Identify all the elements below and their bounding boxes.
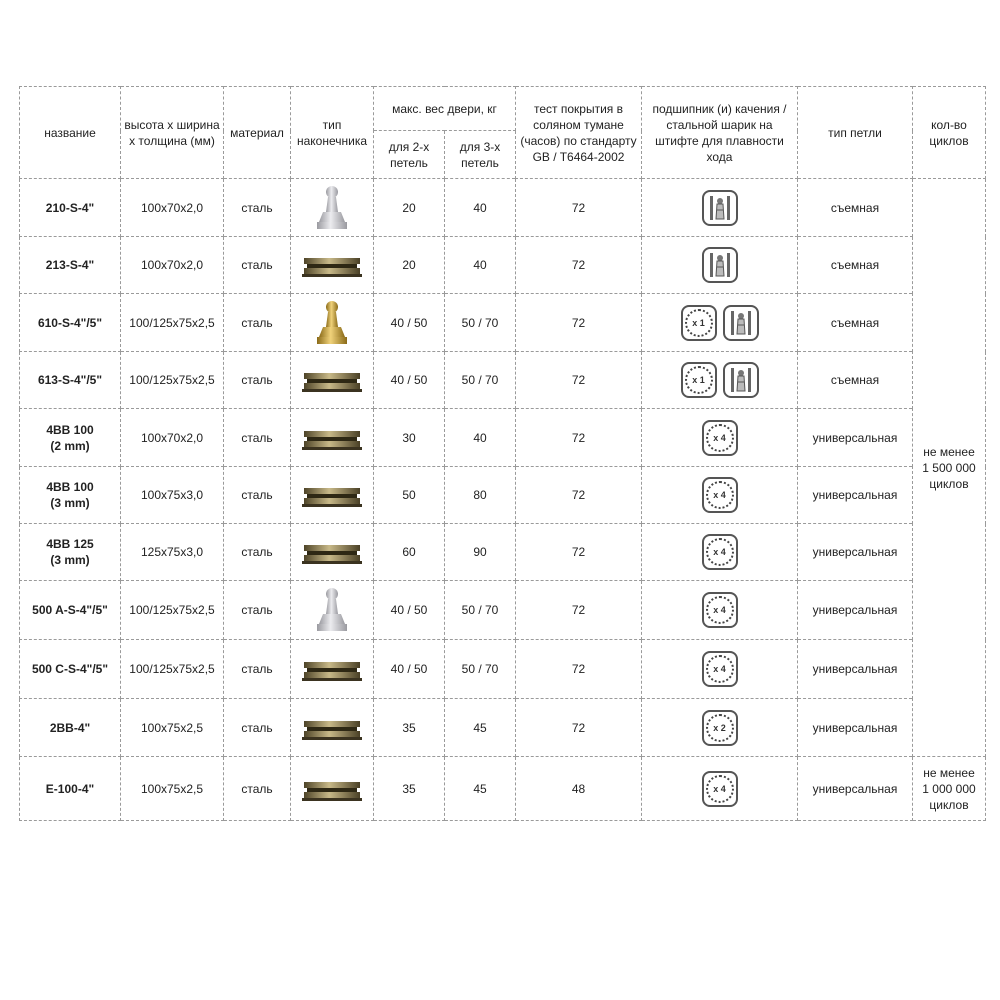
cycles-group-1: не менее 1 500 000 циклов	[913, 179, 986, 757]
bearing-count-label: x 4	[706, 596, 734, 624]
hinge-dims: 100x70x2,0	[121, 179, 224, 237]
hinge-dims: 100x70x2,0	[121, 237, 224, 294]
hinge-material: сталь	[224, 409, 291, 467]
weight-3-hinges: 50 / 70	[445, 581, 516, 640]
table-row	[20, 467, 986, 524]
hinge-dims: 100/125x75x2,5	[121, 352, 224, 409]
header-material: материал	[224, 87, 291, 179]
hinge-name: 4BB 125 (3 mm)	[20, 524, 121, 581]
hinge-dims: 100/125x75x2,5	[121, 581, 224, 640]
bearing-cell	[642, 640, 798, 699]
hinge-dims: 100/125x75x2,5	[121, 294, 224, 352]
hinge-material: сталь	[224, 294, 291, 352]
roller-bearing-icon	[702, 771, 738, 807]
hinge-material: сталь	[224, 699, 291, 757]
bearing-cell	[642, 524, 798, 581]
table-row	[20, 179, 986, 237]
hinge-tip	[291, 581, 374, 640]
bearing-count-label: x 4	[706, 538, 734, 566]
weight-3-hinges: 80	[445, 467, 516, 524]
weight-2-hinges: 35	[374, 699, 445, 757]
header-w3: для 3-х петель	[445, 131, 516, 179]
bearing-cell	[642, 179, 798, 237]
bearing-count-label: x 1	[685, 309, 713, 337]
hinge-dims: 100x70x2,0	[121, 409, 224, 467]
weight-2-hinges: 35	[374, 757, 445, 821]
hinge-tip	[291, 237, 374, 294]
hinge-material: сталь	[224, 640, 291, 699]
hinge-material: сталь	[224, 524, 291, 581]
bearing-cell	[642, 467, 798, 524]
hinge-material: сталь	[224, 352, 291, 409]
table-row	[20, 524, 986, 581]
weight-3-hinges: 50 / 70	[445, 640, 516, 699]
bearing-count-label: x 4	[706, 655, 734, 683]
header-bearing: подшипник (и) качения / стальной шарик на штифте для плавности хода	[642, 87, 798, 179]
table-row	[20, 640, 986, 699]
header-name: название	[20, 87, 121, 179]
hinge-type: съемная	[798, 352, 913, 409]
steel-ball-pin-icon	[702, 247, 738, 283]
header-cycles: кол-во циклов	[913, 87, 986, 179]
header-salt-test: тест покрытия в соляном тумане (часов) по стандарту GB / T6464-2002	[516, 87, 642, 179]
weight-3-hinges: 90	[445, 524, 516, 581]
bearing-cell	[642, 581, 798, 640]
hinge-name: 500 A-S-4"/5"	[20, 581, 121, 640]
steel-ball-pin-icon	[702, 190, 738, 226]
hinge-dims: 100x75x2,5	[121, 757, 224, 821]
roller-bearing-icon	[702, 651, 738, 687]
header-w2: для 2-х петель	[374, 131, 445, 179]
bearing-cell	[642, 757, 798, 821]
salt-test-hours: 72	[516, 699, 642, 757]
hinge-type: универсальная	[798, 409, 913, 467]
tip-flat-bronze-icon	[297, 645, 367, 693]
table-row	[20, 409, 986, 467]
hinge-type: универсальная	[798, 524, 913, 581]
weight-3-hinges: 50 / 70	[445, 352, 516, 409]
weight-2-hinges: 20	[374, 179, 445, 237]
roller-bearing-icon	[681, 305, 717, 341]
salt-test-hours: 72	[516, 179, 642, 237]
hinge-material: сталь	[224, 757, 291, 821]
hinge-tip	[291, 467, 374, 524]
weight-2-hinges: 20	[374, 237, 445, 294]
roller-bearing-icon	[681, 362, 717, 398]
table-row	[20, 699, 986, 757]
tip-flat-bronze-icon	[297, 528, 367, 576]
bearing-cell	[642, 237, 798, 294]
hinge-name: 210-S-4"	[20, 179, 121, 237]
header-tip: тип наконечника	[291, 87, 374, 179]
roller-bearing-icon	[702, 477, 738, 513]
tip-cap-silver-icon	[297, 184, 367, 232]
tip-cap-silver-icon	[297, 586, 367, 634]
table-row	[20, 581, 986, 640]
header-weight: макс. вес двери, кг	[374, 87, 516, 131]
table-row	[20, 757, 986, 821]
hinge-name: 213-S-4"	[20, 237, 121, 294]
weight-3-hinges: 40	[445, 237, 516, 294]
weight-3-hinges: 45	[445, 699, 516, 757]
header-hinge-type: тип петли	[798, 87, 913, 179]
cycles-group-2: не менее 1 000 000 циклов	[913, 757, 986, 821]
weight-2-hinges: 30	[374, 409, 445, 467]
weight-3-hinges: 50 / 70	[445, 294, 516, 352]
hinge-material: сталь	[224, 467, 291, 524]
salt-test-hours: 48	[516, 757, 642, 821]
salt-test-hours: 72	[516, 352, 642, 409]
roller-bearing-icon	[702, 592, 738, 628]
hinge-type: универсальная	[798, 467, 913, 524]
table-row	[20, 237, 986, 294]
hinge-material: сталь	[224, 179, 291, 237]
bearing-count-label: x 1	[685, 366, 713, 394]
hinge-tip	[291, 699, 374, 757]
roller-bearing-icon	[702, 420, 738, 456]
weight-2-hinges: 60	[374, 524, 445, 581]
hinge-name: 4BB 100 (3 mm)	[20, 467, 121, 524]
salt-test-hours: 72	[516, 640, 642, 699]
tip-flat-bronze-icon	[297, 241, 367, 289]
hinge-name: 613-S-4"/5"	[20, 352, 121, 409]
tip-flat-bronze-icon	[297, 356, 367, 404]
hinge-tip	[291, 352, 374, 409]
bearing-count-label: x 4	[706, 775, 734, 803]
hinge-tip	[291, 179, 374, 237]
hinge-type: съемная	[798, 294, 913, 352]
salt-test-hours: 72	[516, 581, 642, 640]
tip-flat-bronze-icon	[297, 704, 367, 752]
hinge-dims: 100/125x75x2,5	[121, 640, 224, 699]
bearing-cell	[642, 409, 798, 467]
steel-ball-pin-icon	[723, 305, 759, 341]
header-dims: высота х ширина х толщина (мм)	[121, 87, 224, 179]
hinge-dims: 100x75x2,5	[121, 699, 224, 757]
weight-2-hinges: 40 / 50	[374, 294, 445, 352]
hinge-spec-table	[19, 86, 986, 821]
hinge-name: 2BB-4"	[20, 699, 121, 757]
tip-flat-bronze-icon	[297, 471, 367, 519]
hinge-tip	[291, 524, 374, 581]
weight-3-hinges: 40	[445, 179, 516, 237]
hinge-material: сталь	[224, 581, 291, 640]
table-row	[20, 352, 986, 409]
roller-bearing-icon	[702, 534, 738, 570]
bearing-cell	[642, 699, 798, 757]
weight-3-hinges: 45	[445, 757, 516, 821]
hinge-type: съемная	[798, 179, 913, 237]
hinge-name: 4BB 100 (2 mm)	[20, 409, 121, 467]
hinge-name: 500 C-S-4"/5"	[20, 640, 121, 699]
bearing-count-label: x 2	[706, 714, 734, 742]
bearing-cell	[642, 294, 798, 352]
hinge-type: универсальная	[798, 757, 913, 821]
hinge-type: универсальная	[798, 581, 913, 640]
hinge-type: съемная	[798, 237, 913, 294]
hinge-dims: 100x75x3,0	[121, 467, 224, 524]
hinge-material: сталь	[224, 237, 291, 294]
tip-cap-gold-icon	[297, 299, 367, 347]
salt-test-hours: 72	[516, 409, 642, 467]
salt-test-hours: 72	[516, 467, 642, 524]
hinge-name: E-100-4"	[20, 757, 121, 821]
hinge-tip	[291, 640, 374, 699]
bearing-count-label: x 4	[706, 424, 734, 452]
hinge-tip	[291, 294, 374, 352]
weight-3-hinges: 40	[445, 409, 516, 467]
hinge-tip	[291, 409, 374, 467]
hinge-dims: 125x75x3,0	[121, 524, 224, 581]
weight-2-hinges: 50	[374, 467, 445, 524]
hinge-type: универсальная	[798, 640, 913, 699]
tip-flat-bronze-icon	[297, 414, 367, 462]
steel-ball-pin-icon	[723, 362, 759, 398]
hinge-type: универсальная	[798, 699, 913, 757]
bearing-count-label: x 4	[706, 481, 734, 509]
roller-bearing-icon	[702, 710, 738, 746]
salt-test-hours: 72	[516, 524, 642, 581]
salt-test-hours: 72	[516, 294, 642, 352]
tip-flat-bronze-icon	[297, 765, 367, 813]
weight-2-hinges: 40 / 50	[374, 352, 445, 409]
bearing-cell	[642, 352, 798, 409]
weight-2-hinges: 40 / 50	[374, 581, 445, 640]
salt-test-hours: 72	[516, 237, 642, 294]
weight-2-hinges: 40 / 50	[374, 640, 445, 699]
table-row	[20, 294, 986, 352]
hinge-tip	[291, 757, 374, 821]
hinge-name: 610-S-4"/5"	[20, 294, 121, 352]
